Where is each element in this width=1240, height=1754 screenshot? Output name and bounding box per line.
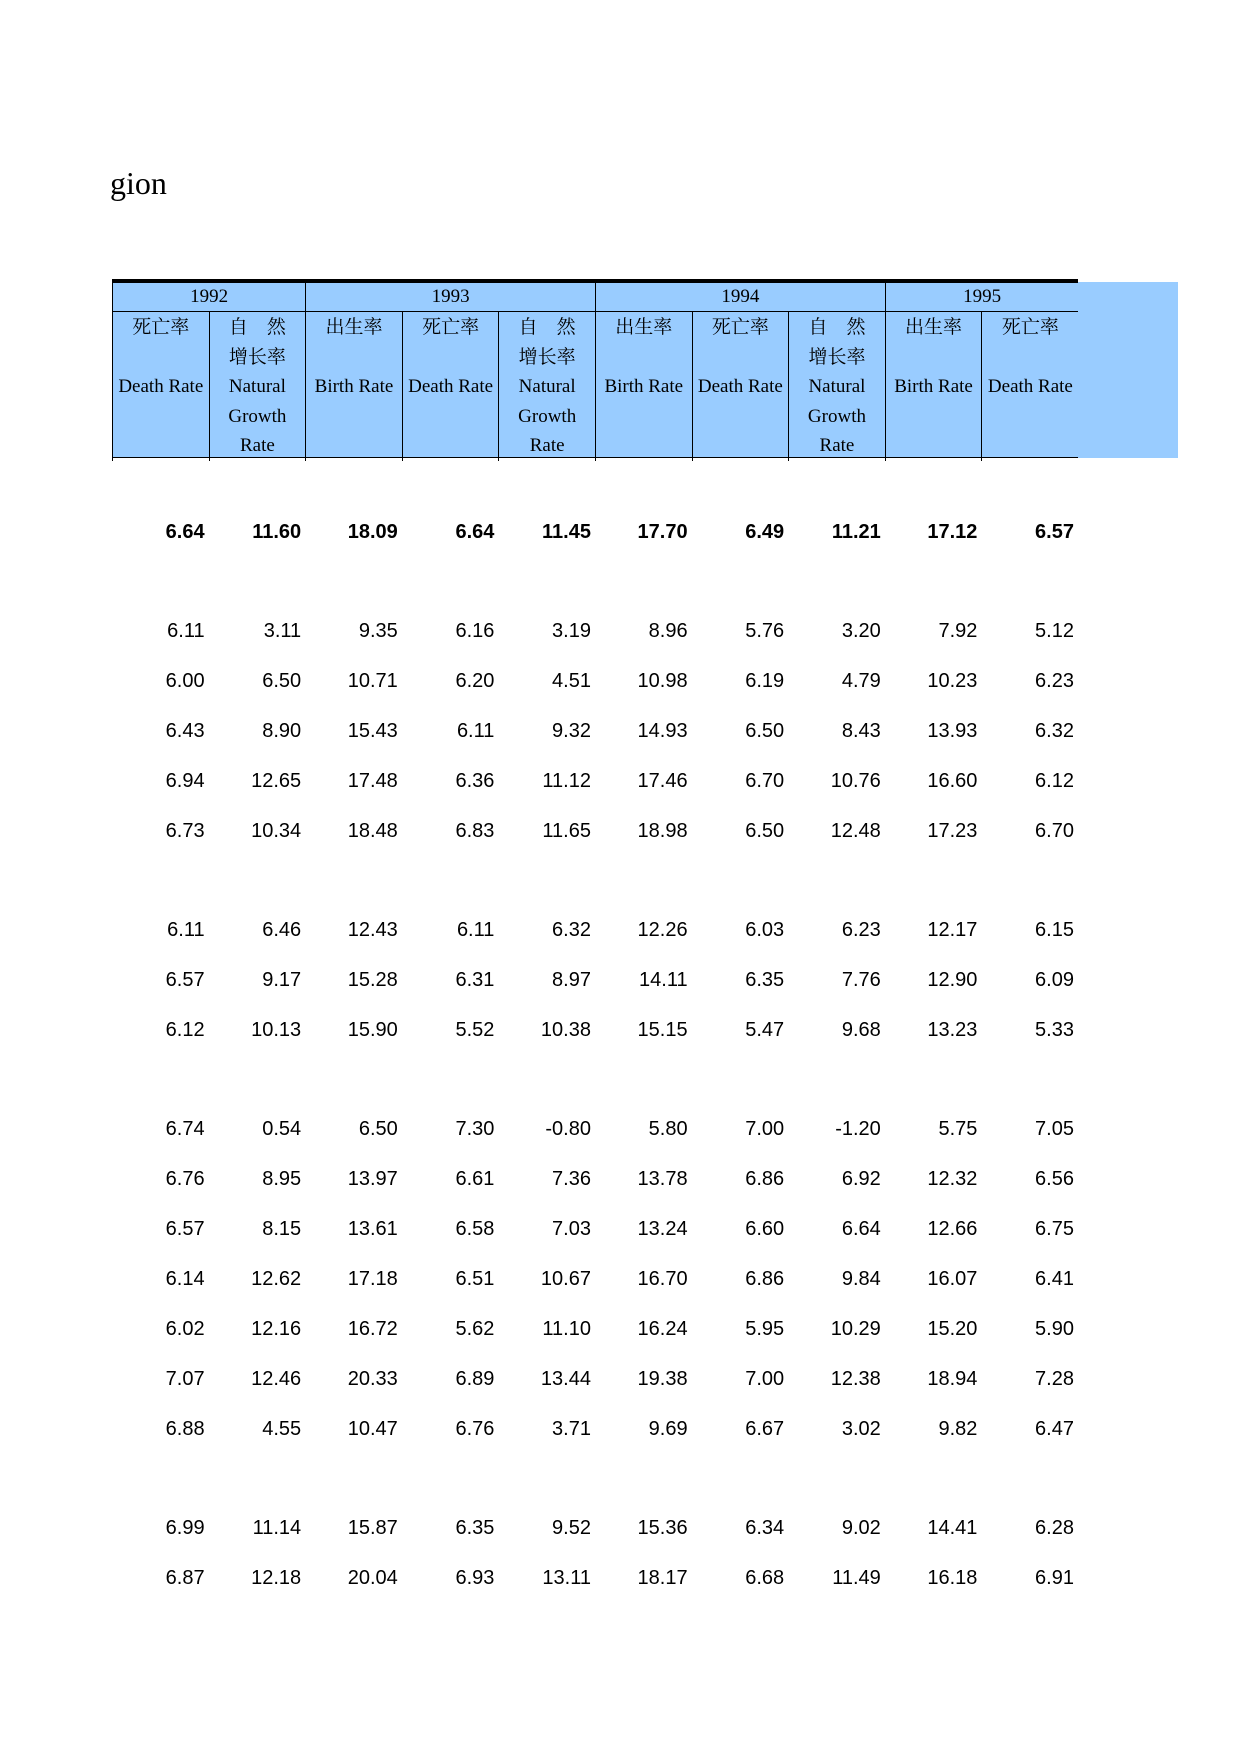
- table-row: [112, 1265, 1078, 1293]
- table-cell: 7.00: [745, 1118, 785, 1140]
- table-cell: 5.90: [1035, 1318, 1074, 1340]
- table-cell: 15.90: [347, 1019, 398, 1041]
- table-cell: 5.95: [745, 1318, 785, 1340]
- table-cell: 6.94: [165, 770, 205, 792]
- column-header-8: [789, 312, 886, 461]
- table-cell: 11.14: [252, 1517, 302, 1539]
- column-header-zh-line2: 增长率: [808, 346, 866, 368]
- table-cell: 12.26: [637, 919, 688, 941]
- table-cell: 14.93: [637, 720, 688, 742]
- table-cell: 6.89: [455, 1368, 495, 1390]
- table-cell: 6.91: [1035, 1567, 1074, 1589]
- table-cell: 7.00: [745, 1368, 785, 1390]
- table-cell: 15.28: [347, 969, 398, 991]
- column-header-row: [113, 312, 1079, 461]
- table-cell: 6.64: [165, 521, 205, 543]
- table-cell: 11.65: [542, 820, 591, 842]
- column-header-4: [402, 312, 499, 461]
- table-cell: 6.11: [456, 919, 495, 941]
- column-header-zh-line1: 出生率: [905, 317, 963, 338]
- page-title: gion: [110, 165, 167, 201]
- table-cell: 11.49: [832, 1567, 881, 1589]
- table-row: [112, 667, 1078, 695]
- table-cell: 5.62: [455, 1318, 495, 1340]
- table-cell: 10.67: [540, 1268, 591, 1290]
- table-cell: 6.57: [165, 969, 205, 991]
- table-cell: 10.47: [347, 1418, 398, 1440]
- column-header-6: [595, 312, 692, 461]
- table-row: [112, 767, 1078, 795]
- table-cell: 7.05: [1035, 1118, 1074, 1140]
- table-cell: 16.72: [347, 1318, 398, 1340]
- table-cell: 6.20: [455, 670, 495, 692]
- table-cell: 6.68: [745, 1567, 785, 1589]
- year-header-1995: 1995: [885, 283, 1078, 312]
- table-cell: 0.54: [262, 1118, 302, 1140]
- column-header-zh-line1: 死亡率: [132, 317, 190, 338]
- table-row: [112, 518, 1078, 546]
- column-header-en: Birth Rate: [894, 376, 973, 397]
- table-cell: 6.51: [455, 1268, 495, 1290]
- column-header-en: Birth Rate: [314, 376, 394, 397]
- column-header-zh-line1: 自 然: [808, 317, 866, 338]
- column-header-en: Natural Growth Rate: [228, 376, 287, 456]
- table-cell: 6.03: [745, 919, 785, 941]
- table-cell: 6.41: [1035, 1268, 1074, 1290]
- column-header-7: [692, 312, 789, 461]
- header-table: [112, 283, 1078, 461]
- header-bottom-rule: [112, 457, 1078, 458]
- table-cell: -1.20: [835, 1118, 881, 1140]
- table-cell: 15.36: [637, 1517, 688, 1539]
- table-cell: 17.46: [637, 770, 688, 792]
- table-row: [112, 1016, 1078, 1044]
- table-cell: 6.23: [841, 919, 881, 941]
- column-header-3: [306, 312, 403, 461]
- table-cell: 5.33: [1035, 1019, 1074, 1041]
- table-cell: 6.76: [165, 1168, 205, 1190]
- table-cell: 18.48: [347, 820, 398, 842]
- column-header-zh: [306, 313, 402, 372]
- table-cell: 6.57: [1035, 521, 1074, 543]
- table-cell: 6.15: [1035, 919, 1074, 941]
- table-cell: 7.03: [552, 1218, 591, 1240]
- table-row: [112, 1514, 1078, 1542]
- table-cell: 6.64: [455, 521, 495, 543]
- column-header-9: [885, 312, 982, 461]
- table-cell: 6.34: [745, 1517, 785, 1539]
- table-cell: 13.44: [540, 1368, 591, 1390]
- table-cell: 15.20: [927, 1318, 978, 1340]
- table-cell: 3.71: [552, 1418, 591, 1440]
- table-cell: 6.57: [165, 1218, 205, 1240]
- table-cell: 6.49: [745, 521, 785, 543]
- table-cell: 12.48: [830, 820, 881, 842]
- table-cell: 3.19: [552, 620, 591, 642]
- table-cell: 6.47: [1035, 1418, 1074, 1440]
- table-cell: 9.69: [648, 1418, 688, 1440]
- table-cell: 8.97: [552, 969, 591, 991]
- table-cell: 9.35: [358, 620, 398, 642]
- column-header-zh-line2: 增长率: [228, 346, 286, 368]
- table-cell: 12.62: [251, 1268, 302, 1290]
- table-cell: 6.50: [745, 820, 785, 842]
- table-cell: 12.32: [927, 1168, 978, 1190]
- column-header-zh-line1: 死亡率: [422, 317, 480, 338]
- column-header-5: [499, 312, 596, 461]
- table-cell: 7.07: [165, 1368, 205, 1390]
- table-cell: 14.41: [927, 1517, 978, 1539]
- table-cell: 8.43: [841, 720, 881, 742]
- column-header-zh: [596, 313, 692, 372]
- table-cell: 6.74: [165, 1118, 205, 1140]
- table-cell: 7.28: [1035, 1368, 1074, 1390]
- table-cell: 11.12: [542, 770, 591, 792]
- table-cell: 9.84: [841, 1268, 881, 1290]
- table-cell: 13.93: [927, 720, 978, 742]
- column-header-zh-line1: 自 然: [518, 317, 576, 338]
- table-cell: 12.46: [251, 1368, 302, 1390]
- table-cell: 10.76: [830, 770, 881, 792]
- table-cell: 6.99: [165, 1517, 205, 1539]
- table-cell: 7.36: [552, 1168, 591, 1190]
- table-cell: 6.86: [745, 1268, 785, 1290]
- table-cell: 6.16: [455, 620, 495, 642]
- table-cell: 3.02: [841, 1418, 881, 1440]
- table-cell: 14.11: [639, 969, 688, 991]
- table-cell: 6.11: [167, 919, 205, 941]
- table-cell: 6.93: [455, 1567, 495, 1589]
- table-cell: 6.76: [455, 1418, 495, 1440]
- table-cell: 6.64: [841, 1218, 881, 1240]
- table-cell: 18.94: [927, 1368, 978, 1390]
- column-header-zh-line1: 出生率: [615, 317, 673, 338]
- table-cell: 6.73: [165, 820, 205, 842]
- table-cell: 6.60: [745, 1218, 785, 1240]
- table-cell: 8.96: [648, 620, 688, 642]
- column-header-en: Death Rate: [408, 376, 494, 397]
- table-cell: 16.24: [637, 1318, 688, 1340]
- table-cell: 10.29: [830, 1318, 881, 1340]
- table-cell: -0.80: [545, 1118, 591, 1140]
- table-cell: 17.12: [927, 521, 978, 543]
- table-cell: 11.21: [831, 521, 881, 543]
- table-cell: 13.97: [347, 1168, 398, 1190]
- table-cell: 6.02: [165, 1318, 205, 1340]
- column-header-10: [982, 312, 1079, 461]
- table-cell: 9.68: [841, 1019, 881, 1041]
- column-header-zh-line1: 出生率: [325, 317, 383, 338]
- table-cell: 13.24: [637, 1218, 688, 1240]
- table-cell: 10.38: [540, 1019, 591, 1041]
- table-cell: 5.12: [1035, 620, 1074, 642]
- table-cell: 10.71: [347, 670, 398, 692]
- column-header-en: Death Rate: [697, 376, 783, 397]
- table-cell: 18.98: [637, 820, 688, 842]
- table-cell: 9.32: [552, 720, 591, 742]
- table-cell: 6.50: [358, 1118, 398, 1140]
- table-cell: 6.35: [745, 969, 785, 991]
- table-cell: 7.92: [938, 620, 978, 642]
- column-header-zh-line1: 自 然: [228, 317, 286, 338]
- table-row: [112, 717, 1078, 745]
- table-cell: 11.60: [252, 521, 302, 543]
- table-cell: 6.50: [262, 670, 302, 692]
- table-cell: 17.48: [347, 770, 398, 792]
- table-cell: 10.23: [927, 670, 978, 692]
- table-row: [112, 1115, 1078, 1143]
- table-cell: 13.11: [542, 1567, 591, 1589]
- table-cell: 6.00: [165, 670, 205, 692]
- table-cell: 6.32: [1035, 720, 1074, 742]
- table-cell: 6.56: [1035, 1168, 1074, 1190]
- table-cell: 12.17: [927, 919, 978, 941]
- table-cell: 6.23: [1035, 670, 1074, 692]
- table-cell: 12.90: [927, 969, 978, 991]
- year-header-row: [113, 283, 1079, 312]
- column-header-zh: [403, 313, 499, 372]
- year-header-1993: 1993: [306, 283, 596, 312]
- table-cell: 11.10: [542, 1318, 591, 1340]
- table-cell: 16.07: [927, 1268, 978, 1290]
- table-cell: 18.09: [347, 521, 398, 543]
- table-row: [112, 1215, 1078, 1243]
- table-cell: 20.04: [347, 1567, 398, 1589]
- table-cell: 6.70: [1035, 820, 1074, 842]
- column-header-zh: [886, 313, 982, 372]
- table-cell: 17.23: [927, 820, 978, 842]
- table-cell: 7.76: [841, 969, 881, 991]
- table-cell: 4.51: [552, 670, 591, 692]
- table-cell: 6.61: [455, 1168, 495, 1190]
- table-cell: 12.16: [251, 1318, 302, 1340]
- table-cell: 7.30: [455, 1118, 495, 1140]
- table-cell: 8.15: [262, 1218, 302, 1240]
- table-cell: 13.23: [927, 1019, 978, 1041]
- column-header-zh: [113, 313, 209, 372]
- table-cell: 19.38: [637, 1368, 688, 1390]
- column-header-zh: [210, 313, 306, 372]
- column-header-zh: [982, 313, 1078, 372]
- column-header-zh: [789, 313, 885, 372]
- table-cell: 5.52: [455, 1019, 495, 1041]
- table-cell: 9.82: [938, 1418, 978, 1440]
- table-cell: 6.14: [165, 1268, 205, 1290]
- column-header-zh-line1: 死亡率: [711, 317, 769, 338]
- table-row: [112, 1165, 1078, 1193]
- table-cell: 12.18: [251, 1567, 302, 1589]
- table-cell: 6.12: [1035, 770, 1074, 792]
- table-cell: 15.43: [347, 720, 398, 742]
- table-cell: 6.11: [456, 720, 495, 742]
- table-cell: 5.80: [648, 1118, 688, 1140]
- table-cell: 5.47: [745, 1019, 785, 1041]
- table-cell: 8.90: [262, 720, 302, 742]
- table-cell: 8.95: [262, 1168, 302, 1190]
- table-cell: 6.75: [1035, 1218, 1074, 1240]
- table-row: [112, 1415, 1078, 1443]
- table-cell: 6.87: [165, 1567, 205, 1589]
- table-cell: 10.98: [637, 670, 688, 692]
- column-header-en: Death Rate: [987, 376, 1073, 397]
- table-cell: 15.15: [637, 1019, 688, 1041]
- table-cell: 9.02: [841, 1517, 881, 1539]
- table-cell: 6.19: [745, 670, 785, 692]
- table-cell: 9.17: [262, 969, 302, 991]
- column-header-zh-line1: 死亡率: [1001, 317, 1059, 338]
- column-header-zh: [693, 313, 789, 372]
- table-cell: 6.43: [165, 720, 205, 742]
- table-cell: 6.50: [745, 720, 785, 742]
- table-cell: 10.13: [251, 1019, 302, 1041]
- table-cell: 20.33: [347, 1368, 398, 1390]
- column-header-zh-line2: 增长率: [518, 346, 576, 368]
- table-row: [112, 966, 1078, 994]
- table-cell: 6.28: [1035, 1517, 1074, 1539]
- table-cell: 11.45: [542, 521, 591, 543]
- table-cell: 6.35: [455, 1517, 495, 1539]
- table-cell: 16.70: [637, 1268, 688, 1290]
- table-cell: 4.79: [841, 670, 881, 692]
- table-cell: 6.09: [1035, 969, 1074, 991]
- table-cell: 13.61: [347, 1218, 398, 1240]
- table-cell: 12.65: [251, 770, 302, 792]
- table-cell: 3.11: [263, 620, 302, 642]
- column-header-en: Death Rate: [118, 376, 204, 397]
- column-header-en: Birth Rate: [604, 376, 684, 397]
- table-cell: 9.52: [552, 1517, 591, 1539]
- column-header-1: [113, 312, 210, 461]
- table-cell: 10.34: [251, 820, 302, 842]
- table-cell: 6.12: [165, 1019, 205, 1041]
- table-cell: 6.46: [262, 919, 302, 941]
- table-cell: 16.60: [927, 770, 978, 792]
- column-header-en: Natural Growth Rate: [807, 376, 866, 456]
- table-cell: 12.38: [830, 1368, 881, 1390]
- table-cell: 12.66: [927, 1218, 978, 1240]
- table-cell: 17.70: [637, 521, 688, 543]
- table-cell: 16.18: [927, 1567, 978, 1589]
- table-row: [112, 817, 1078, 845]
- column-header-2: [209, 312, 306, 461]
- table-cell: 6.58: [455, 1218, 495, 1240]
- table-cell: 6.70: [745, 770, 785, 792]
- table-cell: 3.20: [841, 620, 881, 642]
- table-cell: 13.78: [637, 1168, 688, 1190]
- table-cell: 5.76: [745, 620, 785, 642]
- table-cell: 6.86: [745, 1168, 785, 1190]
- table-cell: 6.36: [455, 770, 495, 792]
- table-cell: 6.11: [167, 620, 205, 642]
- table-cell: 6.67: [745, 1418, 785, 1440]
- column-header-en: Natural Growth Rate: [518, 376, 577, 456]
- table-cell: 5.75: [938, 1118, 978, 1140]
- table-cell: 6.92: [841, 1168, 881, 1190]
- table-row: [112, 916, 1078, 944]
- year-header-1994: 1994: [595, 283, 885, 312]
- year-header-1992: 1992: [113, 283, 306, 312]
- table-cell: 17.18: [347, 1268, 398, 1290]
- table-cell: 15.87: [347, 1517, 398, 1539]
- table-row: [112, 1564, 1078, 1592]
- table-cell: 6.83: [455, 820, 495, 842]
- table-cell: 6.88: [165, 1418, 205, 1440]
- table-cell: 6.31: [455, 969, 495, 991]
- table-cell: 18.17: [637, 1567, 688, 1589]
- table-cell: 6.32: [552, 919, 591, 941]
- table-cell: 12.43: [347, 919, 398, 941]
- column-header-zh: [499, 313, 595, 372]
- table-row: [112, 1315, 1078, 1343]
- table-cell: 4.55: [262, 1418, 302, 1440]
- table-row: [112, 1365, 1078, 1393]
- table-row: [112, 617, 1078, 645]
